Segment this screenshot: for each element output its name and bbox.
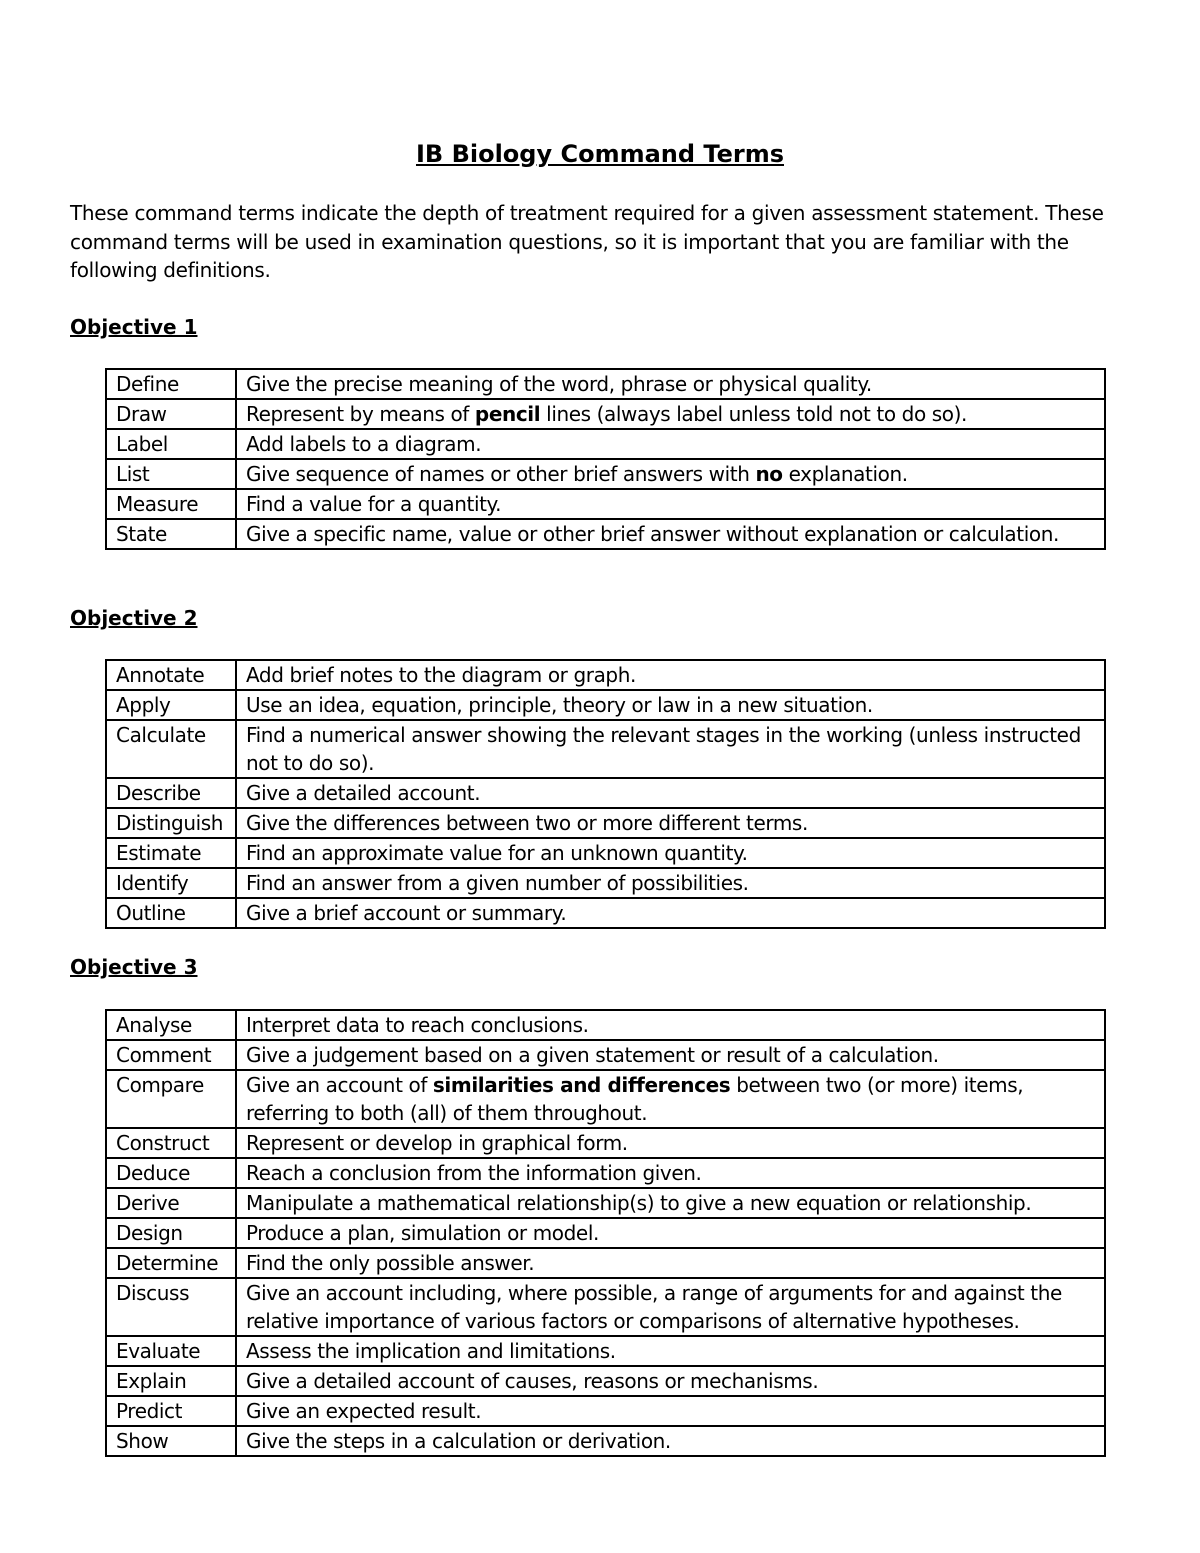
term-row bbox=[106, 898, 1105, 928]
term-row bbox=[106, 838, 1105, 868]
emphasized-text: similarities and differences bbox=[432, 1073, 731, 1097]
command-term: Draw bbox=[106, 399, 236, 429]
term-definition bbox=[236, 1158, 1105, 1188]
definition-text: Represent by means of bbox=[246, 402, 475, 426]
definition-text: Give the precise meaning of the word, phrase or physical quality. bbox=[246, 372, 872, 396]
definition-text: Reach a conclusion from the information given. bbox=[246, 1161, 702, 1185]
term-definition bbox=[236, 429, 1105, 459]
term-row bbox=[106, 1396, 1105, 1426]
command-term: Apply bbox=[106, 690, 236, 720]
definition-text: explanation. bbox=[782, 462, 908, 486]
command-term: Estimate bbox=[106, 838, 236, 868]
term-row bbox=[106, 1336, 1105, 1366]
term-definition bbox=[236, 1278, 1105, 1336]
term-row bbox=[106, 1218, 1105, 1248]
term-definition bbox=[236, 1188, 1105, 1218]
objective-2-table bbox=[105, 659, 1106, 929]
term-row bbox=[106, 868, 1105, 898]
term-definition bbox=[236, 660, 1105, 690]
definition-text: Add labels to a diagram. bbox=[246, 432, 482, 456]
definition-text: Give an account including, where possible, a range of arguments for and against the relative importance of various factors or comparisons of alternative hypotheses. bbox=[246, 1281, 1062, 1333]
command-term: Discuss bbox=[106, 1278, 236, 1336]
term-definition bbox=[236, 399, 1105, 429]
definition-text: Give sequence of names or other brief answers with bbox=[246, 462, 756, 486]
definition-text: Add brief notes to the diagram or graph. bbox=[246, 663, 636, 687]
term-row bbox=[106, 1070, 1105, 1128]
term-definition bbox=[236, 459, 1105, 489]
term-row bbox=[106, 1158, 1105, 1188]
objective-3-table bbox=[105, 1009, 1106, 1457]
term-row bbox=[106, 1010, 1105, 1040]
definition-text: Find the only possible answer. bbox=[246, 1251, 535, 1275]
definition-text: Find an approximate value for an unknown quantity. bbox=[246, 841, 748, 865]
term-row bbox=[106, 660, 1105, 690]
term-definition bbox=[236, 1128, 1105, 1158]
term-definition bbox=[236, 898, 1105, 928]
term-definition bbox=[236, 1366, 1105, 1396]
term-row bbox=[106, 1248, 1105, 1278]
command-term: Determine bbox=[106, 1248, 236, 1278]
term-row bbox=[106, 399, 1105, 429]
objective-1-table bbox=[105, 368, 1106, 550]
command-term: Construct bbox=[106, 1128, 236, 1158]
definition-text: Produce a plan, simulation or model. bbox=[246, 1221, 599, 1245]
term-definition bbox=[236, 1040, 1105, 1070]
command-term: Define bbox=[106, 369, 236, 399]
command-term: Label bbox=[106, 429, 236, 459]
command-term: Evaluate bbox=[106, 1336, 236, 1366]
term-row bbox=[106, 808, 1105, 838]
term-row bbox=[106, 1128, 1105, 1158]
term-definition bbox=[236, 1336, 1105, 1366]
term-definition bbox=[236, 519, 1105, 549]
definition-text: Manipulate a mathematical relationship(s) to give a new equation or relationship. bbox=[246, 1191, 1032, 1215]
definition-text: Represent or develop in graphical form. bbox=[246, 1131, 628, 1155]
page-title: IB Biology Command Terms bbox=[415, 140, 784, 168]
term-row bbox=[106, 1040, 1105, 1070]
command-term: List bbox=[106, 459, 236, 489]
term-row bbox=[106, 1278, 1105, 1336]
command-term: Describe bbox=[106, 778, 236, 808]
command-term: Show bbox=[106, 1426, 236, 1456]
definition-text: Give the steps in a calculation or derivation. bbox=[246, 1429, 671, 1453]
term-row bbox=[106, 489, 1105, 519]
definition-text: Give a detailed account. bbox=[246, 781, 481, 805]
definition-text: Give an account of bbox=[246, 1073, 433, 1097]
term-row bbox=[106, 429, 1105, 459]
command-term: State bbox=[106, 519, 236, 549]
term-row bbox=[106, 690, 1105, 720]
term-definition bbox=[236, 868, 1105, 898]
command-term: Deduce bbox=[106, 1158, 236, 1188]
definition-text: Give a detailed account of causes, reasons or mechanisms. bbox=[246, 1369, 819, 1393]
command-term: Identify bbox=[106, 868, 236, 898]
term-row bbox=[106, 1426, 1105, 1456]
intro-paragraph: These command terms indicate the depth of treatment required for a given assessment statement. These command terms will be used in examination questions, so it is important that you are familiar with the following definitions. bbox=[70, 201, 1104, 282]
command-term: Outline bbox=[106, 898, 236, 928]
definition-text: Find a value for a quantity. bbox=[246, 492, 502, 516]
definition-text: Give a judgement based on a given statement or result of a calculation. bbox=[246, 1043, 939, 1067]
term-row bbox=[106, 1188, 1105, 1218]
term-definition bbox=[236, 1426, 1105, 1456]
term-definition bbox=[236, 369, 1105, 399]
command-term: Calculate bbox=[106, 720, 236, 778]
term-definition bbox=[236, 778, 1105, 808]
definition-text: lines (always label unless told not to do so). bbox=[540, 402, 967, 426]
command-term: Compare bbox=[106, 1070, 236, 1128]
definition-text: Give the differences between two or more different terms. bbox=[246, 811, 808, 835]
term-definition bbox=[236, 720, 1105, 778]
definition-text: Find an answer from a given number of possibilities. bbox=[246, 871, 749, 895]
term-definition bbox=[236, 1070, 1105, 1128]
term-definition bbox=[236, 489, 1105, 519]
command-term: Explain bbox=[106, 1366, 236, 1396]
term-definition bbox=[236, 808, 1105, 838]
definition-text: Give a specific name, value or other brief answer without explanation or calculation. bbox=[246, 522, 1059, 546]
emphasized-text: pencil bbox=[474, 402, 541, 426]
definition-text: Use an idea, equation, principle, theory or law in a new situation. bbox=[246, 693, 873, 717]
definition-text: Find a numerical answer showing the relevant stages in the working (unless instructed not to do so). bbox=[246, 723, 1081, 775]
term-row bbox=[106, 459, 1105, 489]
command-term: Annotate bbox=[106, 660, 236, 690]
definition-text: Give an expected result. bbox=[246, 1399, 482, 1423]
command-term: Comment bbox=[106, 1040, 236, 1070]
definition-text: Give a brief account or summary. bbox=[246, 901, 567, 925]
term-definition bbox=[236, 838, 1105, 868]
objective-1-heading: Objective 1 bbox=[70, 315, 198, 339]
objective-3-heading: Objective 3 bbox=[70, 955, 198, 979]
command-term: Design bbox=[106, 1218, 236, 1248]
definition-text: Assess the implication and limitations. bbox=[246, 1339, 616, 1363]
term-definition bbox=[236, 1218, 1105, 1248]
command-term: Derive bbox=[106, 1188, 236, 1218]
term-row bbox=[106, 1366, 1105, 1396]
term-row bbox=[106, 720, 1105, 778]
objective-2-heading: Objective 2 bbox=[70, 606, 198, 630]
term-definition bbox=[236, 1248, 1105, 1278]
term-definition bbox=[236, 1010, 1105, 1040]
command-term: Predict bbox=[106, 1396, 236, 1426]
term-row bbox=[106, 519, 1105, 549]
emphasized-text: no bbox=[755, 462, 783, 486]
definition-text: between two (or more) items, referring to both (all) of them throughout. bbox=[246, 1073, 1024, 1125]
term-definition bbox=[236, 1396, 1105, 1426]
command-term: Measure bbox=[106, 489, 236, 519]
command-term: Distinguish bbox=[106, 808, 236, 838]
term-row bbox=[106, 369, 1105, 399]
command-term: Analyse bbox=[106, 1010, 236, 1040]
term-row bbox=[106, 778, 1105, 808]
term-definition bbox=[236, 690, 1105, 720]
definition-text: Interpret data to reach conclusions. bbox=[246, 1013, 589, 1037]
